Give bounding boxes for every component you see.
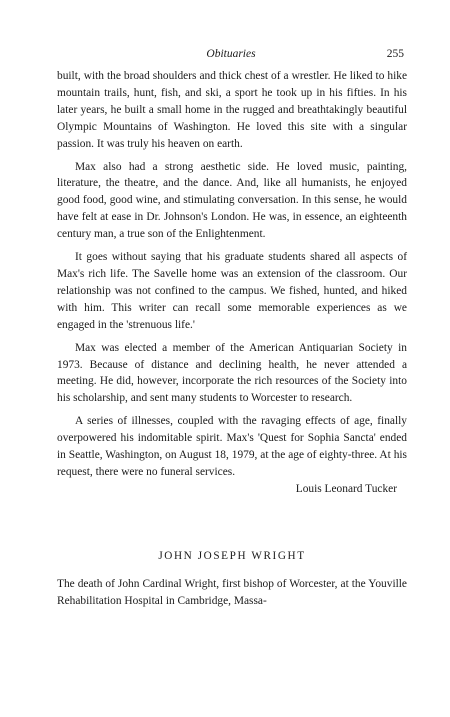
paragraph-aesthetic: Max also had a strong aesthetic side. He loved music, painting, literature, the theatre, and the dance. And, like all humanists, he enjoyed good food, good wine, and stimulating conversation. In this sense, he would have felt at ease in Dr. Johnson's London. He was, in essence, an eighteenth century man, a true son of the Enlightenment.: [57, 160, 407, 241]
obituary-heading: JOHN JOSEPH WRIGHT: [158, 549, 306, 562]
paragraph-students: It goes without saying that his graduate students shared all aspects of Max's rich life. The Savelle home was an extension of the classroom. Our relationship was not confined to the campus. We fished, hunted, and hiked with him. This writer can recall some memorable experiences as we engaged in the 'strenuous life.': [57, 251, 407, 331]
paragraph-illnesses: A series of illnesses, coupled with the ravaging effects of age, finally overpowered his indomitable spirit. Max's 'Quest for Sophia Sancta' ended in Seattle, Washington, on August 18, 1979, at the age of eighty-three. At his request, there were no funeral services.: [57, 415, 407, 478]
paragraph-society: Max was elected a member of the American Antiquarian Society in 1973. Because of distance and declining health, he never attended a meeting. He did, however, incorporate the rich resources of the Society into his scholarship, and sent many students to Worcester to research.: [57, 341, 407, 405]
running-head: [58, 46, 404, 62]
section-title: Obituaries: [206, 48, 256, 60]
page-number: 255: [386, 48, 404, 60]
text-block: [57, 68, 407, 609]
paragraph-continued: built, with the broad shoulders and thick chest of a wrestler. He liked to hike mountain trails, hunt, fish, and ski, a sport he took up in his fifties. In his later years, he built a small home in the rugged and breathtakingly beautiful Olympic Mountains of Washington. He loved this site with a singular passion. It was truly his heaven on earth.: [57, 70, 407, 150]
paragraph-wright-opening: The death of John Cardinal Wright, first bishop of Worcester, at the Youville Rehabilitation Hospital in Cambridge, Massa-: [57, 577, 407, 607]
author-signature: Louis Leonard Tucker: [295, 482, 397, 495]
